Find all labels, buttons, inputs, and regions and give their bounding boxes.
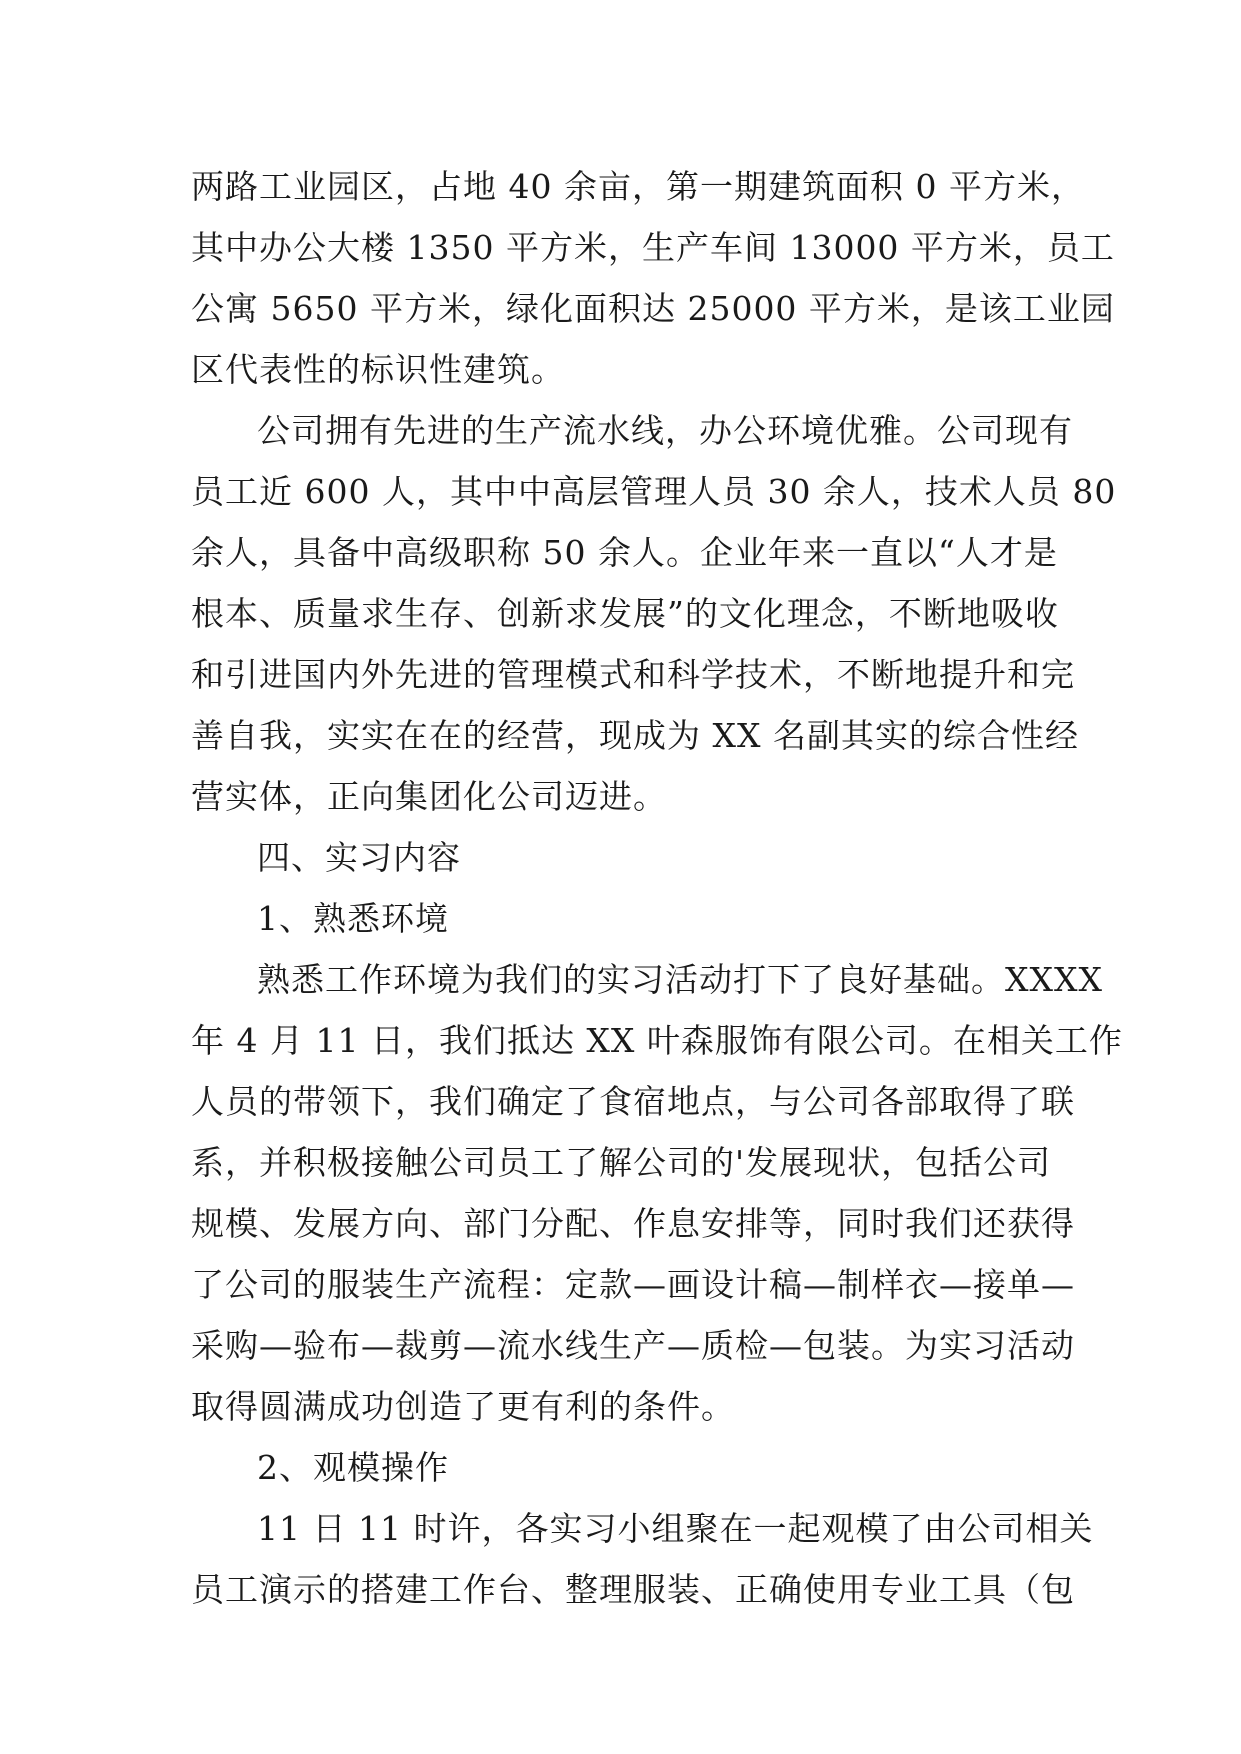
subsection-heading: 2、观模操作 (257, 1448, 449, 1487)
paragraph-line: 11 日 11 时许，各实习小组聚在一起观模了由公司相关 (257, 1509, 1094, 1548)
paragraph-line: 公司拥有先进的生产流水线，办公环境优雅。公司现有 (257, 411, 1073, 450)
paragraph-line: 区代表性的标识性建筑。 (191, 350, 565, 389)
document-body (191, 156, 1123, 1620)
paragraph-line: 两路工业园区，占地 40 余亩，第一期建筑面积 0 平方米， (191, 167, 1085, 206)
paragraph-line: 其中办公大楼 1350 平方米，生产车间 13000 平方米，员工 (191, 228, 1115, 267)
paragraph-line: 根本、质量求生存、创新求发展”的文化理念，不断地吸收 (191, 594, 1059, 633)
subsection-heading: 1、熟悉环境 (257, 899, 449, 938)
paragraph-line: 年 4 月 11 日，我们抵达 XX 叶森服饰有限公司。在相关工作 (191, 1021, 1123, 1060)
paragraph-line: 公寓 5650 平方米，绿化面积达 25000 平方米，是该工业园 (191, 289, 1115, 328)
paragraph-line: 熟悉工作环境为我们的实习活动打下了良好基础。XXXX (257, 960, 1103, 999)
paragraph-line: 员工近 600 人，其中中高层管理人员 30 余人，技术人员 80 (191, 472, 1117, 511)
paragraph-line: 和引进国内外先进的管理模式和科学技术，不断地提升和完 (191, 655, 1075, 694)
paragraph-line: 采购—验布—裁剪—流水线生产—质检—包装。为实习活动 (191, 1326, 1075, 1365)
paragraph-line: 善自我，实实在在的经营，现成为 XX 名副其实的综合性经 (191, 716, 1079, 755)
paragraph-line: 了公司的服装生产流程：定款—画设计稿—制样衣—接单— (191, 1265, 1075, 1304)
section-heading: 四、实习内容 (257, 838, 461, 877)
paragraph-line: 营实体，正向集团化公司迈进。 (191, 777, 667, 816)
paragraph-line: 系，并积极接触公司员工了解公司的'发展现状，包括公司 (191, 1143, 1052, 1182)
paragraph-line: 人员的带领下，我们确定了食宿地点，与公司各部取得了联 (191, 1082, 1075, 1121)
paragraph-line: 员工演示的搭建工作台、整理服装、正确使用专业工具（包 (191, 1570, 1075, 1609)
paragraph-line: 规模、发展方向、部门分配、作息安排等，同时我们还获得 (191, 1204, 1075, 1243)
paragraph-line: 取得圆满成功创造了更有利的条件。 (191, 1387, 735, 1426)
paragraph-line: 余人，具备中高级职称 50 余人。企业年来一直以“人才是 (191, 533, 1058, 572)
